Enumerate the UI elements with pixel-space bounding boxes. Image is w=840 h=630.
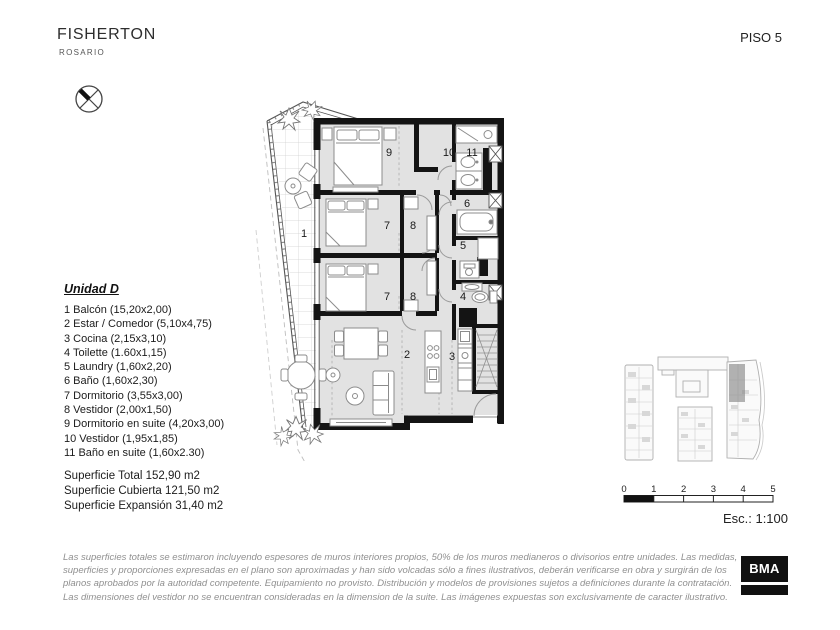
scale-label: Esc.: 1:100: [722, 511, 788, 526]
room-label-balcony: 1: [300, 228, 308, 240]
scale-tick: 2: [680, 484, 687, 495]
surface-covered: Superficie Cubierta 121,50 m2: [64, 485, 220, 498]
legend-item: 3 Cocina (2,15x3,10): [64, 332, 167, 345]
disclaimer-line: superficies y proporciones expresadas en el plano son aproximadas y han sido volcadas sólo a fines ilustrativos, deberán verificarse en obra y surgirán de los: [63, 565, 727, 577]
room-label-living: 2: [403, 349, 411, 361]
room-legend: [64, 303, 224, 460]
bma-logo: [741, 556, 788, 595]
legend-item: 1 Balcón (15,20x2,00): [64, 304, 172, 316]
room-label-dressing-1: 8: [409, 220, 417, 232]
legend-item: 11 Baño en suite (1,60x2.30): [64, 446, 205, 459]
project-city: ROSARIO: [59, 48, 105, 57]
scale-tick: 5: [770, 484, 776, 495]
key-plan: [615, 352, 787, 474]
room-label-suite-bath: 11: [466, 147, 478, 159]
legend-item: 7 Dormitorio (3,55x3,00): [64, 389, 183, 402]
project-title: FISHERTON: [57, 26, 157, 43]
room-label-laundry: 5: [459, 240, 467, 252]
bma-logo-strip: [741, 585, 788, 595]
room-label-toilette: 4: [459, 291, 467, 303]
surface-areas: [64, 469, 223, 515]
scale-bar: [615, 480, 787, 508]
legend-item: 8 Vestidor (2,00x1,50): [64, 404, 172, 417]
legend-item: 2 Estar / Comedor (5,10x4,75): [64, 318, 212, 331]
legend-item: 4 Toilette (1.60x1,15): [64, 346, 167, 359]
scale-tick: 4: [740, 484, 746, 495]
legend-item: 6 Baño (1,60x2,30): [64, 375, 158, 388]
room-label-bedroom-1: 7: [383, 220, 391, 232]
scale-tick: 3: [710, 484, 717, 495]
surface-expansion: Superficie Expansión 31,40 m2: [64, 500, 224, 513]
room-label-kitchen: 3: [448, 351, 456, 363]
compass-icon: [69, 79, 109, 119]
legend-item: 9 Dormitorio en suite (4,20x3,00): [64, 418, 225, 431]
room-label-bedroom-2: 7: [383, 291, 391, 303]
legend-item: 10 Vestidor (1,95x1,85): [64, 432, 178, 445]
legend-item: 5 Laundry (1,60x2,20): [64, 361, 172, 374]
room-label-dressing-2: 8: [409, 291, 417, 303]
disclaimer-line: planos aprobados por la autoridad competente. Equipamiento no provisto. Distribución y modelos de provisiones sujetos a definiciones durante la contratación.: [63, 578, 733, 590]
room-label-bath: 6: [463, 198, 471, 210]
floor-plan: [250, 88, 515, 468]
disclaimer-line: Las superficies totales se estimaron incluyendo espesores de muros interiores propios, 50% de los muros medianeros o divisorios entre unidades. Las medidas,: [63, 552, 738, 563]
disclaimer: [63, 551, 737, 604]
room-label-suite-dressing: 10: [442, 147, 456, 159]
scale-tick: 1: [651, 484, 657, 495]
surface-total: Superficie Total 152,90 m2: [64, 470, 200, 482]
bma-logo-text: BMA: [741, 556, 788, 582]
unit-name: Unidad D: [64, 282, 119, 296]
disclaimer-line: Las dimensiones del vestidor no se encuentran consideradas en la dimension de la suite. Las imágenes expuestas son exclusivamente de caracter ilustrativo.: [63, 591, 728, 603]
floor-label: PISO 5: [740, 30, 782, 45]
scale-tick: 0: [621, 484, 627, 495]
room-label-suite: 9: [385, 147, 393, 159]
